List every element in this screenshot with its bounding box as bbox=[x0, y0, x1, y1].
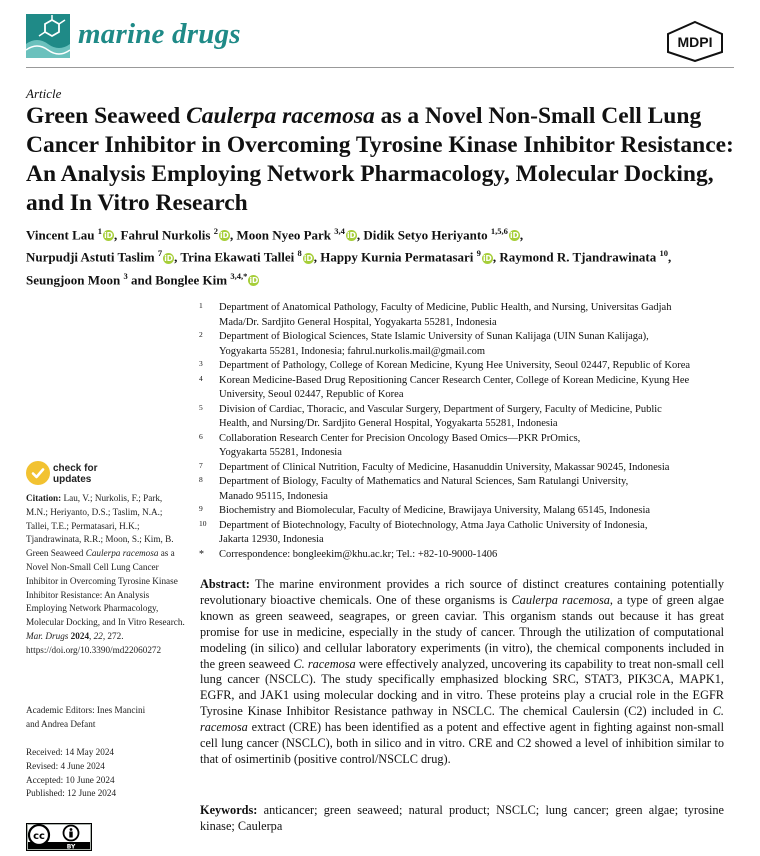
author-separator: , bbox=[492, 249, 500, 265]
author-affiliation-marker: 1 bbox=[97, 226, 102, 236]
affiliation-item bbox=[196, 374, 736, 403]
author-separator: , bbox=[313, 249, 321, 265]
author-affiliation-marker: 2 bbox=[213, 226, 218, 236]
author-affiliation-marker: 7 bbox=[157, 248, 163, 259]
affiliation-number: 10 bbox=[199, 518, 207, 528]
by-text: BY bbox=[66, 843, 76, 851]
date-entry: Received: 14 May 2024 bbox=[26, 747, 115, 757]
affiliation-line: University, Seoul 02447, Republic of Korea bbox=[219, 389, 404, 400]
affiliation-line: Health, and Nursing/Dr. Sardjito General Hospital, Yogyakarta 55281, Indonesia bbox=[219, 418, 558, 429]
affiliation-line: Manado 95115, Indonesia bbox=[219, 490, 328, 502]
orcid-icon[interactable]: iD bbox=[249, 275, 259, 285]
title-part2: as a Novel Non-Small Cell Lung Cancer Inhibitor in Overcoming Tyrosine Kinase Inhibitor Resistance: An Analysis Employing Network Pharmacology, Molecular Docking, and In Vitro Research bbox=[26, 103, 734, 216]
editors-line1: Academic Editors: Ines Mancini bbox=[26, 705, 146, 715]
affiliation-number: 4 bbox=[199, 373, 203, 383]
author-separator: , bbox=[519, 227, 524, 243]
title-species: Caulerpa racemosa bbox=[186, 103, 375, 129]
affiliation-line: Department of Biology, Faculty of Mathematics and Natural Sciences, Sam Ratulangi University, bbox=[219, 476, 629, 487]
affiliation-line: Yogyakarta 55281, Indonesia bbox=[219, 447, 342, 458]
abstract bbox=[200, 577, 724, 768]
affiliation-number: 1 bbox=[199, 301, 203, 310]
check-updates-icon bbox=[26, 461, 50, 485]
affiliation-number: 3 bbox=[199, 359, 203, 368]
cc-text: cc bbox=[33, 831, 45, 842]
orcid-icon[interactable]: iD bbox=[347, 231, 356, 241]
molecule-wave-logo-icon bbox=[26, 14, 70, 58]
affiliation-item bbox=[196, 359, 736, 374]
check-updates-line2: updates bbox=[53, 474, 92, 485]
author-separator: , bbox=[174, 249, 181, 265]
affiliation-line: Biochemistry and Biomolecular, Faculty of Medicine, Brawijaya University, Malang 65145, Indonesia bbox=[219, 505, 651, 516]
affiliations bbox=[196, 301, 736, 562]
affiliation-item bbox=[196, 548, 736, 563]
keywords-label: Keywords: bbox=[200, 803, 258, 817]
citation-text-1: Lau, V.; Nurkolis, F.; Park, M.N.; Heriyanto, D.S.; Taslim, N.A.; Tallei, T.E.; Permatasari, H.K.; Tjandrawinata, R.R.; Moon, S.; Kim, B. Green Seaweed bbox=[26, 493, 174, 559]
abstract-text-1: The marine environment provides a rich source of distinct creatures containing potentially revolutionary bioactive chemicals. One of these organisms is bbox=[200, 577, 724, 607]
affiliation-number: 9 bbox=[199, 504, 203, 513]
author-name[interactable]: Didik Setyo Heriyanto bbox=[363, 227, 488, 243]
author-name[interactable]: Trina Ekawati Tallei bbox=[180, 249, 295, 265]
article-title bbox=[26, 102, 736, 218]
citation-volume: 22 bbox=[93, 630, 103, 641]
affiliation-number: 2 bbox=[199, 330, 203, 339]
affiliation-item bbox=[196, 432, 736, 461]
orcid-icon[interactable]: iD bbox=[164, 253, 173, 263]
abstract-species-1: Caulerpa racemosa bbox=[511, 592, 610, 607]
orcid-icon[interactable]: iD bbox=[104, 231, 113, 241]
author-separator: , bbox=[668, 249, 672, 265]
mdpi-logo[interactable] bbox=[664, 20, 726, 62]
author-affiliation-marker: 10 bbox=[659, 248, 669, 259]
affiliation-line: Correspondence: bongleekim@khu.ac.kr; Tel.: +82-10-9000-1406 bbox=[219, 548, 498, 560]
author-affiliation-marker: 8 bbox=[297, 248, 302, 259]
affiliation-item bbox=[196, 475, 736, 504]
date-entry: Published: 12 June 2024 bbox=[26, 788, 117, 799]
affiliation-line: Department of Pathology, College of Korean Medicine, Kyung Hee University, Seoul 02447, Republic of Korea bbox=[219, 360, 691, 371]
academic-editors bbox=[26, 704, 186, 732]
citation-text-2: as a Novel Non-Small Cell Lung Cancer Inhibitor in Overcoming Tyrosine Kinase Inhibitor Resistance: An Analysis Employing Network Pharmacology, Molecular Docking, and In Vitro Research. bbox=[26, 548, 185, 628]
author-name[interactable]: Vincent Lau bbox=[26, 227, 95, 243]
author-separator: , bbox=[356, 227, 364, 243]
orcid-icon[interactable]: iD bbox=[482, 253, 492, 263]
author-separator: and bbox=[127, 271, 156, 287]
citation-label: Citation: bbox=[26, 493, 62, 503]
date-entry: Revised: 4 June 2024 bbox=[26, 760, 105, 771]
cc-by-license-badge[interactable] bbox=[26, 823, 92, 851]
author-affiliation-marker: 1,5,6 bbox=[490, 226, 508, 236]
abstract-species-3: C. racemosa bbox=[200, 704, 724, 735]
affiliation-line: Jakarta 12930, Indonesia bbox=[219, 534, 324, 545]
journal-logo bbox=[26, 14, 70, 58]
mdpi-logo-text: MDPI bbox=[677, 34, 713, 50]
title-part1: Green Seaweed bbox=[26, 103, 187, 129]
check-updates-line1: check for bbox=[53, 463, 98, 474]
journal-name[interactable]: marine drugs bbox=[78, 18, 241, 50]
affiliation-item bbox=[196, 330, 736, 359]
citation-doi[interactable]: , 272. https://doi.org/10.3390/md22060272 bbox=[26, 630, 162, 655]
affiliation-line: Department of Clinical Nutrition, Faculty of Medicine, Hasanuddin University, Makassar 90245, Indonesia bbox=[219, 461, 670, 473]
date-entry: Accepted: 10 June 2024 bbox=[26, 774, 115, 785]
affiliation-item bbox=[196, 504, 736, 519]
affiliation-line: Collaboration Research Center for Precision Oncology Based Omics—PKR PrOmics, bbox=[219, 432, 581, 444]
affiliation-number: 8 bbox=[199, 475, 203, 484]
affiliation-number: 7 bbox=[199, 460, 203, 470]
author-affiliation-marker: 9 bbox=[476, 248, 481, 259]
check-for-updates-badge[interactable] bbox=[26, 461, 124, 487]
citation-journal: Mar. Drugs bbox=[26, 630, 69, 641]
author-name[interactable]: Moon Nyeo Park bbox=[236, 227, 332, 243]
abstract-label: Abstract: bbox=[200, 577, 250, 591]
affiliation-number: * bbox=[199, 548, 204, 560]
publication-dates bbox=[26, 746, 186, 801]
orcid-icon[interactable]: iD bbox=[510, 231, 519, 241]
author-name[interactable]: Seungjoon Moon bbox=[26, 271, 121, 287]
author-name[interactable]: Happy Kurnia Permatasari bbox=[320, 249, 474, 265]
affiliation-line: Department of Anatomical Pathology, Faculty of Medicine, Public Health, and Nursing, Universitas Gadjah bbox=[219, 302, 672, 313]
abstract-text-2: , a type of green algae known as green seaweed, seagrapes, or green caviar. This organism stands out because it has great promise for use in medicine, especially in the study of cancer. Through the utilization of computational modeling (in silico) and cellular laboratory experiments (in vitro), the chemical components included in the green seaweed bbox=[200, 592, 724, 671]
affiliation-number: 6 bbox=[199, 431, 203, 441]
orcid-icon[interactable]: iD bbox=[303, 253, 313, 263]
affiliation-number: 5 bbox=[199, 402, 203, 412]
author-separator: , bbox=[229, 227, 237, 243]
editors-line2: and Andrea Defant bbox=[26, 718, 96, 729]
abstract-species-2: C. racemosa bbox=[293, 656, 356, 671]
affiliation-line: Division of Cardiac, Thoracic, and Vascular Surgery, Department of Surgery, Faculty of Medicine, Public bbox=[219, 403, 662, 415]
author-name[interactable]: Raymond R. Tjandrawinata bbox=[499, 249, 657, 265]
keywords bbox=[200, 803, 724, 835]
article-type: Article bbox=[26, 86, 62, 101]
abstract-text-3: were effectively analyzed, uncovering its capability to treat non-small cell lung cancer (NSCLC). The study specifically emphasized blocking SRC, STAT3, PIK3CA, MAPK1, EGFR, and JAK1 using molecular docking and in vitro. These proteins play a crucial role in the EGFR Tyrosine Kinase Inhibitor Resistance pathway in NSCLC. The chemical Caulersin (C2) included in bbox=[200, 656, 724, 719]
author-affiliation-marker: 3,4,* bbox=[230, 270, 248, 281]
citation-year: 2024 bbox=[70, 630, 90, 641]
mdpi-hexagon-icon bbox=[664, 20, 726, 62]
affiliation-item bbox=[196, 403, 736, 432]
orcid-icon[interactable]: iD bbox=[220, 231, 229, 241]
citation-block: Citation: Lau, V.; Nurkolis, F.; Park, M.N.; Heriyanto, D.S.; Taslim, N.A.; Tallei, T.E.; Permatasari, H.K.; Tjandrawinata, R.R.; Moon, S.; Kim, B. Green Seaweed Caulerpa racemosa as a Novel Non-Small Cell Lung Cancer Inhibitor in Overcoming Tyrosine Kinase Inhibitor Resistance: An Analysis Employing Network Pharmacology, Molecular Docking, and In Vitro Research. Mar. Drugs 2024, 22, 272. https://doi.org/10.3390/md22060272 bbox=[26, 493, 185, 655]
affiliation-item bbox=[196, 461, 736, 476]
affiliation-line: Mada/Dr. Sardjito General Hospital, Yogyakarta 55281, Indonesia bbox=[219, 316, 497, 328]
citation-species: Caulerpa racemosa bbox=[85, 548, 159, 559]
affiliation-line: Department of Biotechnology, Faculty of Biotechnology, Atma Jaya Catholic University of Indonesia, bbox=[219, 519, 648, 531]
author-affiliation-marker: 3 bbox=[123, 270, 128, 281]
affiliation-item bbox=[196, 301, 736, 330]
abstract-text-4: extract (CRE) has been identified as a potent and effective agent in fighting against non-small cell lung cancer (NSCLC), both in silico and in vitro. CRE and C2 showed a level of inhibition similar to that of osimertinib (positive control/NSCLC drug). bbox=[200, 720, 724, 766]
affiliation-item bbox=[196, 519, 736, 548]
affiliation-line: Department of Biological Sciences, State Islamic University of Sunan Kalijaga (UIN Sunan Kalijaga), bbox=[219, 331, 649, 342]
author-list bbox=[26, 222, 738, 289]
affiliation-line: Yogyakarta 55281, Indonesia; fahrul.nurkolis.mail@gmail.com bbox=[219, 345, 486, 357]
header-divider bbox=[26, 67, 734, 68]
author-name[interactable]: Fahrul Nurkolis bbox=[120, 227, 211, 243]
creative-commons-icon bbox=[26, 823, 92, 851]
keywords-text: anticancer; green seaweed; natural product; NSCLC; lung cancer; green algae; tyrosine kinase; Caulerpa bbox=[200, 803, 724, 833]
author-separator: , bbox=[114, 227, 121, 243]
author-name[interactable]: Nurpudji Astuti Taslim bbox=[26, 249, 155, 265]
author-affiliation-marker: 3,4 bbox=[334, 226, 345, 236]
author-name[interactable]: Bonglee Kim bbox=[155, 271, 228, 287]
affiliation-line: Korean Medicine-Based Drug Repositioning Cancer Research Center, College of Korean Medicine, Kyung Hee bbox=[219, 374, 690, 386]
